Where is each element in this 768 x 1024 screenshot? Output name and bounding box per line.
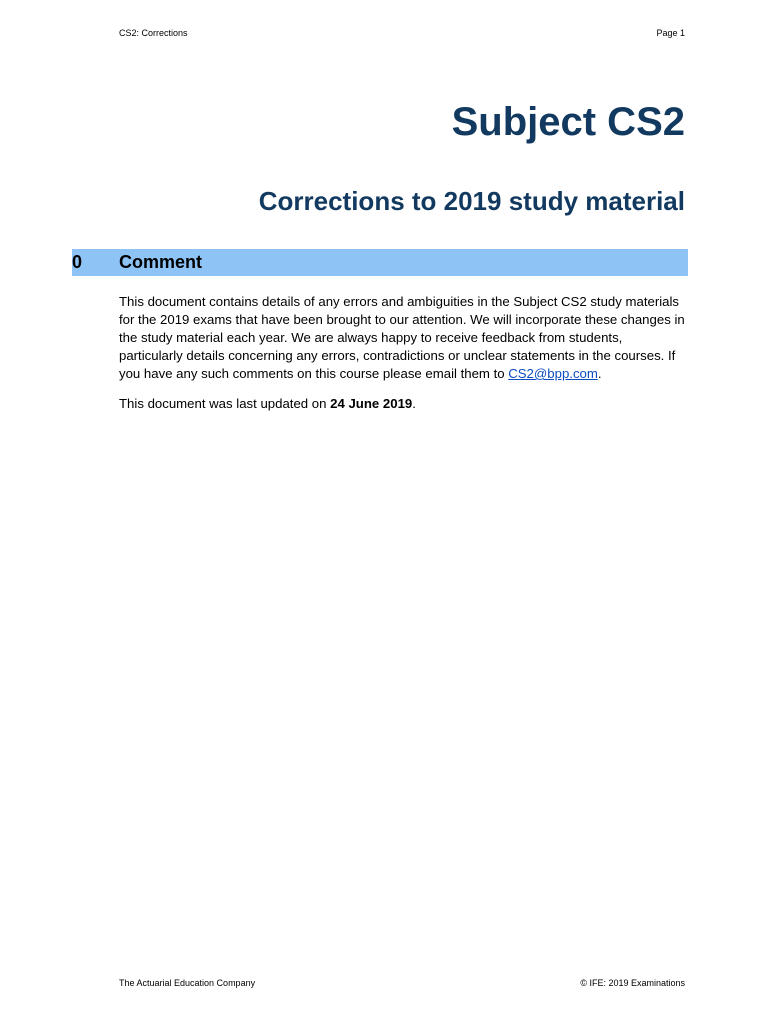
email-link[interactable]: CS2@bpp.com — [508, 366, 598, 381]
section-number: 0 — [72, 252, 83, 272]
section-title: Comment — [119, 252, 203, 272]
footer-left: The Actuarial Education Company — [119, 978, 256, 988]
page-title: Subject CS2 — [451, 100, 685, 144]
intro-paragraph-end: . — [597, 366, 602, 381]
section-heading-bar — [72, 249, 688, 276]
last-updated-date: 24 June 2019 — [330, 396, 413, 411]
intro-paragraph-text: This document contains details of any errors and ambiguities in the Subject CS2 study materials for the 2019 exams that have been brought to our attention. We will incorporate these changes in the study material each year. We are always happy to receive feedback from students, particularly details concerning any errors, contradictions or unclear statements in the courses. If you have any such comments on this course please email them to — [119, 294, 685, 381]
page-subtitle: Corrections to 2019 study material — [258, 186, 685, 216]
last-updated-text: This document was last updated on — [119, 396, 331, 411]
footer-right: © IFE: 2019 Examinations — [580, 978, 685, 988]
last-updated-end: . — [412, 396, 416, 411]
intro-paragraph — [119, 293, 685, 383]
running-header-left: CS2: Corrections — [119, 28, 188, 38]
page-number: Page 1 — [656, 28, 685, 38]
last-updated-paragraph — [119, 395, 685, 413]
